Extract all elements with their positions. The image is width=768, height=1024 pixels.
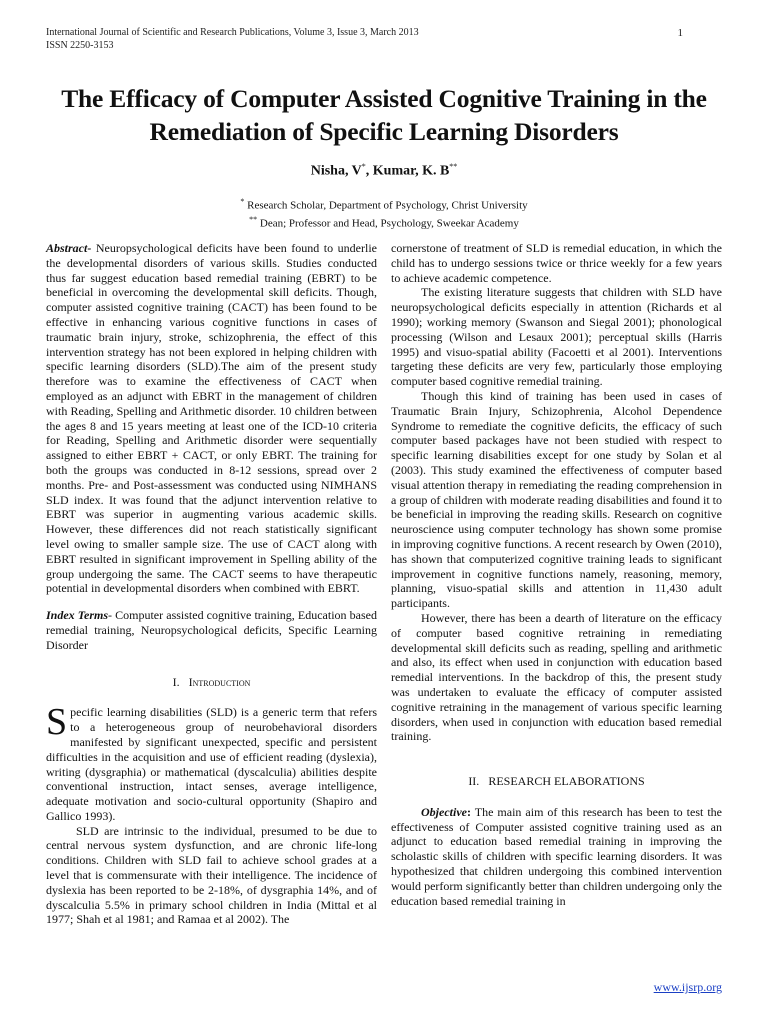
right-column [391, 241, 722, 908]
intro-paragraph-2: SLD are intrinsic to the individual, presumed to be due to central nervous system dysfunction, and are chronic life-long conditions. Children with SLD fail to achieve school grades at a level that is commensurate with their intelligence. The incidence of dyslexia has been reported to be 2-18%, of dysgraphia 14%, and of dyscalculia 5.5% in primary school children in India (Mittal et al 1977; Shah et al 1981; and Ramaa et al 2002). The [46, 823, 377, 927]
paper-title: The Efficacy of Computer Assisted Cognitive Training in the Remediation of Specific Learning Disorders [61, 84, 707, 146]
index-terms-label: Index Terms [46, 608, 109, 623]
section-heading-introduction [46, 675, 377, 690]
affiliation-2-mark: ** [249, 214, 258, 224]
affiliations [0, 195, 768, 230]
affiliation-2 [0, 213, 768, 231]
abstract-text: Neuropsychological deficits have been found to underlie the developmental disorders of various skills. Studies conducted thus far suggest education based remedial training (EBRT) to be beneficial in overcoming the developmental skill deficits. Though, computer assisted cognitive training (CACT) has been found to be effective in enhancing various cognitive functions in cases of traumatic brain injury, stroke, schizophrenia, the effect of this intervention strategy has not been explored in helping children with specific learning disorders (SLD).The aim of the present study therefore was to examine the effectiveness of CACT when employed as an adjunct with EBRT in the management of children with Reading, Spelling and Arithmetic disorder. 10 children between the ages 8 and 15 years meeting at least one of the ICD-10 criteria for Reading, Spelling and Arithmetic disorder were sequentially assigned to either EBRT + CACT, or only EBRT. The training for both the groups was conducted in 8-12 sessions, spread over 2 months. Pre- and Post-assessment was conducted using NIMHANS SLD index. It was found that the adjunct intervention relative to EBRT was superior in augmenting various academic skills. However, these differences did not reach statistically significant level owing to smaller sample size. The use of CACT along with EBRT resulted in significant improvement in Spelling ability of the group undergoing the same. The CACT seems to have therapeutic potential in developmental disorders when combined with EBRT. [46, 241, 377, 596]
author-line [0, 162, 768, 180]
author-separator: , [365, 163, 373, 179]
author-1: Nisha, V [310, 163, 362, 179]
section-2-numeral: II. [468, 774, 480, 789]
journal-citation: International Journal of Scientific and Research Publications, Volume 3, Issue 3, March 2013 [46, 27, 419, 38]
body-paragraph-3: Though this kind of training has been used in cases of Traumatic Brain Injury, Schizophrenia, Alcohol Dependence Syndrome to remediate the cognitive deficits, the efficacy of such computer based packages have not been studied with respect to specific learning disabilities except for one study by Solan et al (2003). This study examined the effectiveness of computer based visual attention therapy in remediating the reading comprehension in a group of children with moderate reading disabilities and found it to be beneficial in improving the reading skills. Research on cognitive neuroscience using computer technology has shown some promise in improving cognitive functions. A recent research by Owen (2010), has shown that computerized cognitive training leads to significant improvement in cognitive functions namely, reasoning, memory, planning, visuo-spatial skills and attention in 11,430 adult participants. [391, 388, 722, 611]
objective-label: Objective [421, 804, 467, 819]
affiliation-1-mark: * [240, 197, 245, 206]
affiliation-1-text: Research Scholar, Department of Psychology, Christ University [244, 199, 528, 212]
abstract [46, 241, 377, 596]
section-1-title: Introduction [188, 674, 251, 689]
drop-cap: S [46, 701, 68, 744]
author-1-mark: * [361, 162, 366, 171]
index-terms-text: - Computer assisted cognitive training, Education based remedial training, Neuropsychological deficits, Specific Learning Disorder [46, 608, 377, 652]
index-terms [46, 608, 377, 652]
section-1-numeral: I. [172, 674, 180, 689]
objective-colon: : [466, 804, 471, 819]
affiliation-1 [0, 195, 768, 213]
journal-website-link[interactable]: www.ijsrp.org [653, 980, 722, 994]
section-2-title: RESEARCH ELABORATIONS [488, 774, 645, 789]
body-paragraph-1: cornerstone of treatment of SLD is remedial education, in which the child has to undergo sessions twice or thrice weekly for a few years to achieve academic competence. [391, 241, 722, 285]
issn: ISSN 2250-3153 [46, 40, 114, 51]
objective-text: The main aim of this research has been to test the effectiveness of Computer assisted cognitive training used as an adjunct to education based remedial training in improving the scholastic skills of children with specific learning disorders. It was hypothesized that children undergoing this combined intervention would perform significantly better than children undergoing only the education based remedial training in [391, 804, 722, 908]
affiliation-2-text: Dean; Professor and Head, Psychology, Sweekar Academy [257, 217, 519, 230]
author-2-mark: ** [449, 162, 458, 171]
running-header [46, 26, 419, 52]
intro-paragraph-1-text: pecific learning disabilities (SLD) is a generic term that refers to a heterogeneous group of neurobehavioral disorders manifested by significant unexpected, specific and persistent difficulties in the acquisition and use of efficient reading (dyslexia), writing (dysgraphia) or mathematical (dyscalculia) abilities despite conventional instruction, intact senses, average intelligence, adequate motivation and socio-cultural opportunity (Shapiro and Gallico 1993). [46, 705, 377, 823]
body-paragraph-4: However, there has been a dearth of literature on the efficacy of computer based cognitive retraining in remediating developmental skill deficits such as reading, spelling and arithmetic and also, its effect when used in conjunction with education based remedial interventions. In the backdrop of this, the present study was undertaken to evaluate the efficacy of computer assisted cognitive retraining in the management of various specific learning disorders, when used in conjunction with education based remedial training. [391, 610, 722, 744]
author-2: Kumar, K. B [372, 163, 450, 179]
objective-paragraph [391, 805, 722, 909]
intro-paragraph-1 [46, 701, 377, 823]
body-paragraph-2: The existing literature suggests that children with SLD have neuropsychological deficits especially in attention (Richards et al 1990); working memory (Swanson and Siegal 2001); phonological processing (Wilson and Lesaux 2001); perceptual skills (Harris 1995) and visuo-spatial ability (Facoetti et al 2001). Interventions targeting these deficits are very few, particularly those employing computer based cognitive remedial training. [391, 285, 722, 389]
left-column [46, 241, 377, 927]
section-heading-research [391, 774, 722, 789]
abstract-label: Abstract- [46, 241, 92, 255]
page-number: 1 [677, 27, 683, 39]
